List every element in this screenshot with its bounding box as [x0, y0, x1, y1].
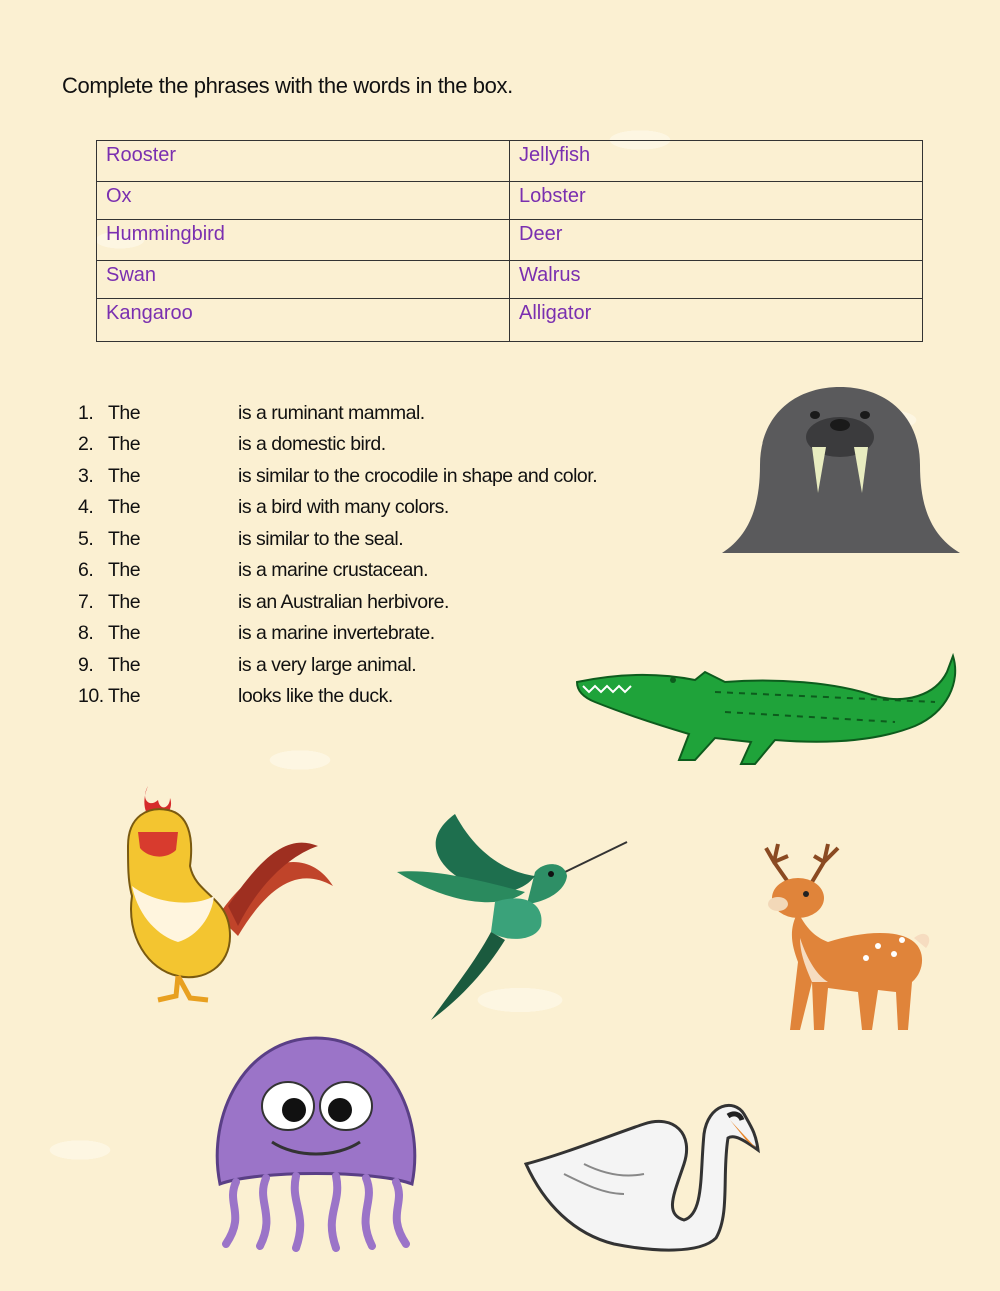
word-box-row: [97, 299, 923, 342]
question-number: 7.: [78, 591, 94, 613]
question-end: is a domestic bird.: [238, 433, 386, 455]
question-item: [78, 496, 449, 519]
word-cell: Deer: [510, 220, 923, 261]
word-cell: Rooster: [97, 141, 510, 182]
question-start: The: [108, 465, 141, 487]
question-item: [78, 465, 598, 488]
question-end: is a marine crustacean.: [238, 559, 429, 581]
question-start: The: [108, 622, 141, 644]
question-start: The: [108, 654, 141, 676]
question-start: The: [108, 591, 141, 613]
question-start: The: [108, 433, 141, 455]
question-end: looks like the duck.: [238, 685, 393, 707]
question-number: 1.: [78, 402, 94, 424]
question-start: The: [108, 685, 141, 707]
question-number: 2.: [78, 433, 94, 455]
alligator-icon: [575, 652, 960, 772]
word-cell: Jellyfish: [510, 141, 923, 182]
question-item: [78, 685, 393, 708]
word-cell: Alligator: [510, 299, 923, 342]
question-end: is a marine invertebrate.: [238, 622, 435, 644]
question-start: The: [108, 528, 141, 550]
hummingbird-icon: [395, 812, 630, 1024]
question-item: [78, 622, 435, 645]
question-item: [78, 654, 417, 677]
word-box: [96, 140, 923, 342]
word-box-row: [97, 182, 923, 220]
question-end: is a ruminant mammal.: [238, 402, 425, 424]
question-start: The: [108, 402, 141, 424]
question-number: 6.: [78, 559, 94, 581]
question-start: The: [108, 496, 141, 518]
question-item: [78, 591, 449, 614]
question-end: is a bird with many colors.: [238, 496, 449, 518]
jellyfish-icon: [196, 1034, 436, 1252]
instruction-text: Complete the phrases with the words in the box.: [62, 73, 513, 98]
question-item: [78, 433, 386, 456]
question-number: 8.: [78, 622, 94, 644]
question-number: 4.: [78, 496, 94, 518]
deer-icon: [748, 842, 934, 1034]
rooster-icon: [118, 786, 338, 1016]
word-box-row: [97, 220, 923, 261]
question-start: The: [108, 559, 141, 581]
question-end: is similar to the crocodile in shape and color.: [238, 465, 598, 487]
question-number: 10.: [78, 685, 104, 707]
question-item: [78, 528, 404, 551]
question-item: [78, 402, 425, 425]
word-cell: Walrus: [510, 261, 923, 299]
word-cell: Ox: [97, 182, 510, 220]
question-number: 5.: [78, 528, 94, 550]
word-box-row: [97, 261, 923, 299]
question-number: 9.: [78, 654, 94, 676]
word-cell: Hummingbird: [97, 220, 510, 261]
question-end: is a very large animal.: [238, 654, 417, 676]
walrus-icon: [720, 385, 962, 557]
question-number: 3.: [78, 465, 94, 487]
word-cell: Swan: [97, 261, 510, 299]
question-item: [78, 559, 429, 582]
swan-icon: [524, 1094, 760, 1254]
question-end: is an Australian herbivore.: [238, 591, 449, 613]
question-end: is similar to the seal.: [238, 528, 404, 550]
word-cell: Kangaroo: [97, 299, 510, 342]
word-box-row: [97, 141, 923, 182]
word-cell: Lobster: [510, 182, 923, 220]
